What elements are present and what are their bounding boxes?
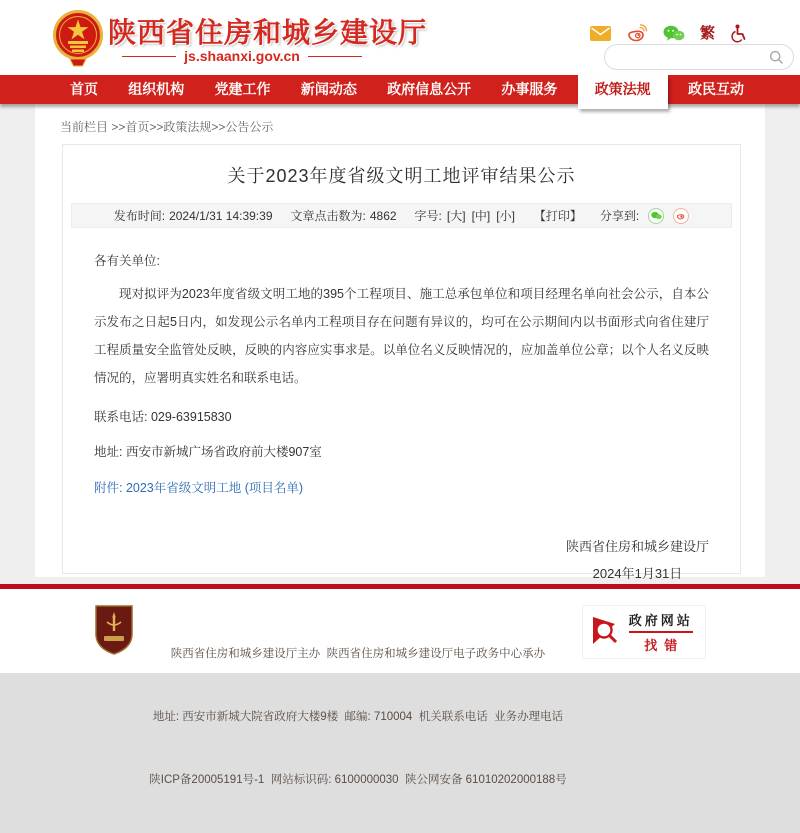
nav-item-home[interactable]: 首页 xyxy=(70,81,98,97)
nav-item-news[interactable]: 新闻动态 xyxy=(300,81,357,97)
breadcrumb-separator: >> xyxy=(211,120,226,134)
search-input[interactable] xyxy=(605,45,793,69)
article-title: 关于2023年度省级文明工地评审结果公示 xyxy=(227,166,576,186)
font-size-controls: 字号: [大] [中] [小] xyxy=(414,209,515,223)
main-nav xyxy=(0,75,800,104)
accessibility-icon[interactable] xyxy=(730,24,746,42)
nav-item-party-building[interactable]: 党建工作 xyxy=(214,81,271,97)
national-emblem-logo[interactable] xyxy=(52,8,104,68)
error-badge-subtitle: 找错 xyxy=(644,638,685,653)
error-check-magnifier-icon xyxy=(591,613,621,652)
footer-info xyxy=(149,602,566,833)
article-meta-bar xyxy=(71,203,732,228)
breadcrumb-link-policies[interactable]: 政策法规 xyxy=(163,120,212,134)
header-icon-bar xyxy=(590,24,746,42)
main-content-area xyxy=(35,104,765,582)
footer-address-line: 地址: 西安市新城大院省政府大楼9楼 邮编: 710004 机关联系电话 业务办理电话 xyxy=(152,711,564,723)
search-box xyxy=(604,44,794,70)
nav-item-interaction[interactable]: 政民互动 xyxy=(687,81,744,97)
breadcrumb-link-home[interactable]: 首页 xyxy=(125,120,150,134)
site-url: js.shaanxi.gov.cn xyxy=(122,48,362,64)
search-icon[interactable] xyxy=(769,50,784,70)
wechat-icon[interactable] xyxy=(663,24,685,42)
weibo-icon[interactable] xyxy=(626,24,648,42)
site-footer xyxy=(0,584,800,786)
contact-phone: 联系电话: 029-63915830 xyxy=(94,409,232,424)
signature-block xyxy=(94,533,709,588)
article-card xyxy=(62,144,741,582)
site-header xyxy=(0,0,800,75)
hit-count: 文章点击数为: 4862 xyxy=(290,208,397,223)
body-paragraph: 现对拟评为2023年度省级文明工地的395个工程项目、施工总承包单位和项目经理名单向社会公示，自本公示发布之日起5日内，如发现公示名单内工程项目存在问题有异议的，均可在公示期间内以书面形式向省住建厅工程质量安全监管处反映，反映的内容应实事求是。以单位名义反映情况的，应加盖单位公章；以个人名义反映情况的，应署明真实姓名和联系电话。 xyxy=(94,287,709,386)
print-button[interactable]: 【打印】 xyxy=(533,209,582,223)
article-body xyxy=(63,251,740,588)
publish-time: 发布时间: 2024/1/31 14:39:39 xyxy=(113,208,273,223)
footer-icp-line: 陕ICP备20005191号-1 网站标识码: 6100000030 陕公网安备 61010202000188号 xyxy=(149,774,567,786)
signature-org: 陕西省住房和城乡建设厅 xyxy=(565,539,709,554)
nav-item-gov-info[interactable]: 政府信息公开 xyxy=(387,81,472,97)
mail-icon[interactable] xyxy=(590,26,611,41)
wechat-share-icon[interactable] xyxy=(648,208,664,224)
traditional-chinese-icon[interactable]: 繁 xyxy=(699,24,715,42)
contact-address: 地址: 西安市新城广场省政府前大楼907室 xyxy=(94,445,322,459)
font-size-small-button[interactable]: [小] xyxy=(496,209,515,223)
breadcrumb-prefix: 当前栏目 >> xyxy=(60,120,126,134)
font-size-large-button[interactable]: [大] xyxy=(446,209,466,223)
site-title[interactable]: 陕西省住房和城乡建设厅 xyxy=(108,17,428,48)
signature-date: 2024年1月31日 xyxy=(592,566,683,582)
weibo-share-icon[interactable] xyxy=(673,208,689,224)
attachment-link[interactable]: 附件: 2023年省级文明工地 (项目名单) xyxy=(94,480,304,495)
font-size-medium-button[interactable]: [中] xyxy=(471,209,491,223)
footer-sponsor-line: 陕西省住房和城乡建设厅主办 陕西省住房和城乡建设厅电子政务中心承办 xyxy=(170,648,546,660)
error-badge-title: 政府网站 xyxy=(629,610,693,633)
gov-site-error-report-badge[interactable] xyxy=(582,605,706,659)
salutation: 各有关单位: xyxy=(94,254,160,268)
nav-item-services[interactable]: 办事服务 xyxy=(501,81,558,97)
nav-item-organization[interactable]: 组织机构 xyxy=(128,81,185,97)
nav-item-policies-active[interactable]: 政策法规 xyxy=(578,75,668,109)
breadcrumb-link-announcements[interactable]: 公告公示 xyxy=(225,120,274,134)
breadcrumb-separator: >> xyxy=(149,120,164,134)
agency-shield-badge[interactable] xyxy=(94,604,134,661)
share-controls: 分享到: xyxy=(600,207,689,224)
